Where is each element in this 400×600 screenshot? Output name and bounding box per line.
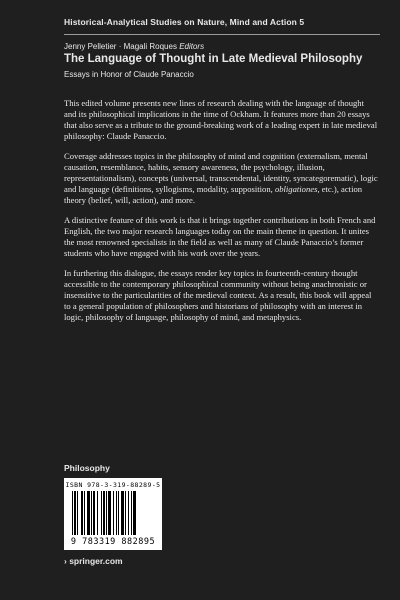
barcode-bar bbox=[108, 491, 111, 535]
barcode-bar bbox=[116, 491, 117, 535]
publisher-url: › springer.com bbox=[64, 556, 123, 566]
barcode-bar bbox=[101, 491, 102, 535]
header-rule bbox=[64, 34, 380, 35]
blurb-paragraph-2-italic: obligationes bbox=[274, 184, 318, 195]
editors-role: Editors bbox=[179, 42, 205, 51]
isbn-label: ISBN 978-3-319-88289-5 bbox=[65, 481, 161, 489]
series-title: Historical-Analytical Studies on Nature, Mind and Action 5 bbox=[64, 17, 305, 27]
barcode-bar bbox=[91, 491, 92, 535]
blurb-paragraph-4: In furthering this dialogue, the essays render key topics in fourteenth-century thought accessible to the contemporary philosophical community without being anachronistic or insensitive to the particularities of the medieval context. As a result, this book will appeal to a general population of philosophers and historians of philosophy with an interest in logic, philosophy of language, philosophy of mind, and metaphysics. bbox=[64, 267, 372, 323]
barcode-bar bbox=[118, 491, 119, 535]
subject-category: Philosophy bbox=[64, 463, 110, 473]
barcode-bar bbox=[103, 491, 105, 535]
barcode-bar bbox=[113, 491, 114, 535]
barcode-bar bbox=[93, 491, 95, 535]
editor-names: Jenny Pelletier · Magali Roques bbox=[64, 42, 177, 51]
blurb-paragraph-2 bbox=[64, 151, 378, 206]
barcode-bar bbox=[81, 491, 83, 535]
barcode-bar bbox=[87, 491, 90, 535]
barcode-bar bbox=[133, 491, 136, 535]
barcode-bar bbox=[72, 491, 73, 535]
book-subtitle: Essays in Honor of Claude Panaccio bbox=[64, 70, 194, 79]
blurb-paragraph-1: This edited volume presents new lines of research dealing with the language of thought and its philosophical implications in the time of Ockham. It features more than 20 essays that also serve as a tribute to the ground-breaking work of a leading expert in late medieval philosophy: Claude Panaccio. bbox=[64, 98, 378, 142]
blurb bbox=[64, 98, 378, 332]
barcode-bar bbox=[121, 491, 124, 535]
editors-line bbox=[64, 42, 204, 51]
barcode-bar bbox=[84, 491, 85, 535]
barcode-bar bbox=[106, 491, 107, 535]
barcode-bar bbox=[77, 491, 78, 535]
barcode-bar bbox=[125, 491, 126, 535]
barcode bbox=[64, 478, 162, 550]
barcode-bars bbox=[72, 491, 154, 535]
book-title: The Language of Thought in Late Medieval Philosophy bbox=[64, 53, 363, 65]
barcode-digits: 9 783319 882895 bbox=[70, 537, 156, 547]
barcode-bar bbox=[74, 491, 76, 535]
blurb-paragraph-2-part-b: , etc.), action theory (belief, will, action), and more. bbox=[64, 184, 363, 206]
barcode-bar bbox=[128, 491, 129, 535]
blurb-paragraph-3: A distinctive feature of this work is that it brings together contributions in both French and English, the two major research languages today on the main theme in question. It unites the most renowned specialists in the field as well as many of Claude Panaccio’s former students who have engaged with his work over the years. bbox=[64, 214, 376, 259]
blurb-paragraph-2-part-a: Coverage addresses topics in the philosophy of mind and cognition (externalism, mental causation, resemblance, habits, sensory awareness, the psychology, illusion, representationalism), concepts (universal, transcendental, identity, syncategorematic), logic and language (definitions, syllogisms, modality, supposition, bbox=[64, 150, 378, 195]
barcode-bar bbox=[97, 491, 98, 535]
barcode-bar bbox=[131, 491, 132, 535]
